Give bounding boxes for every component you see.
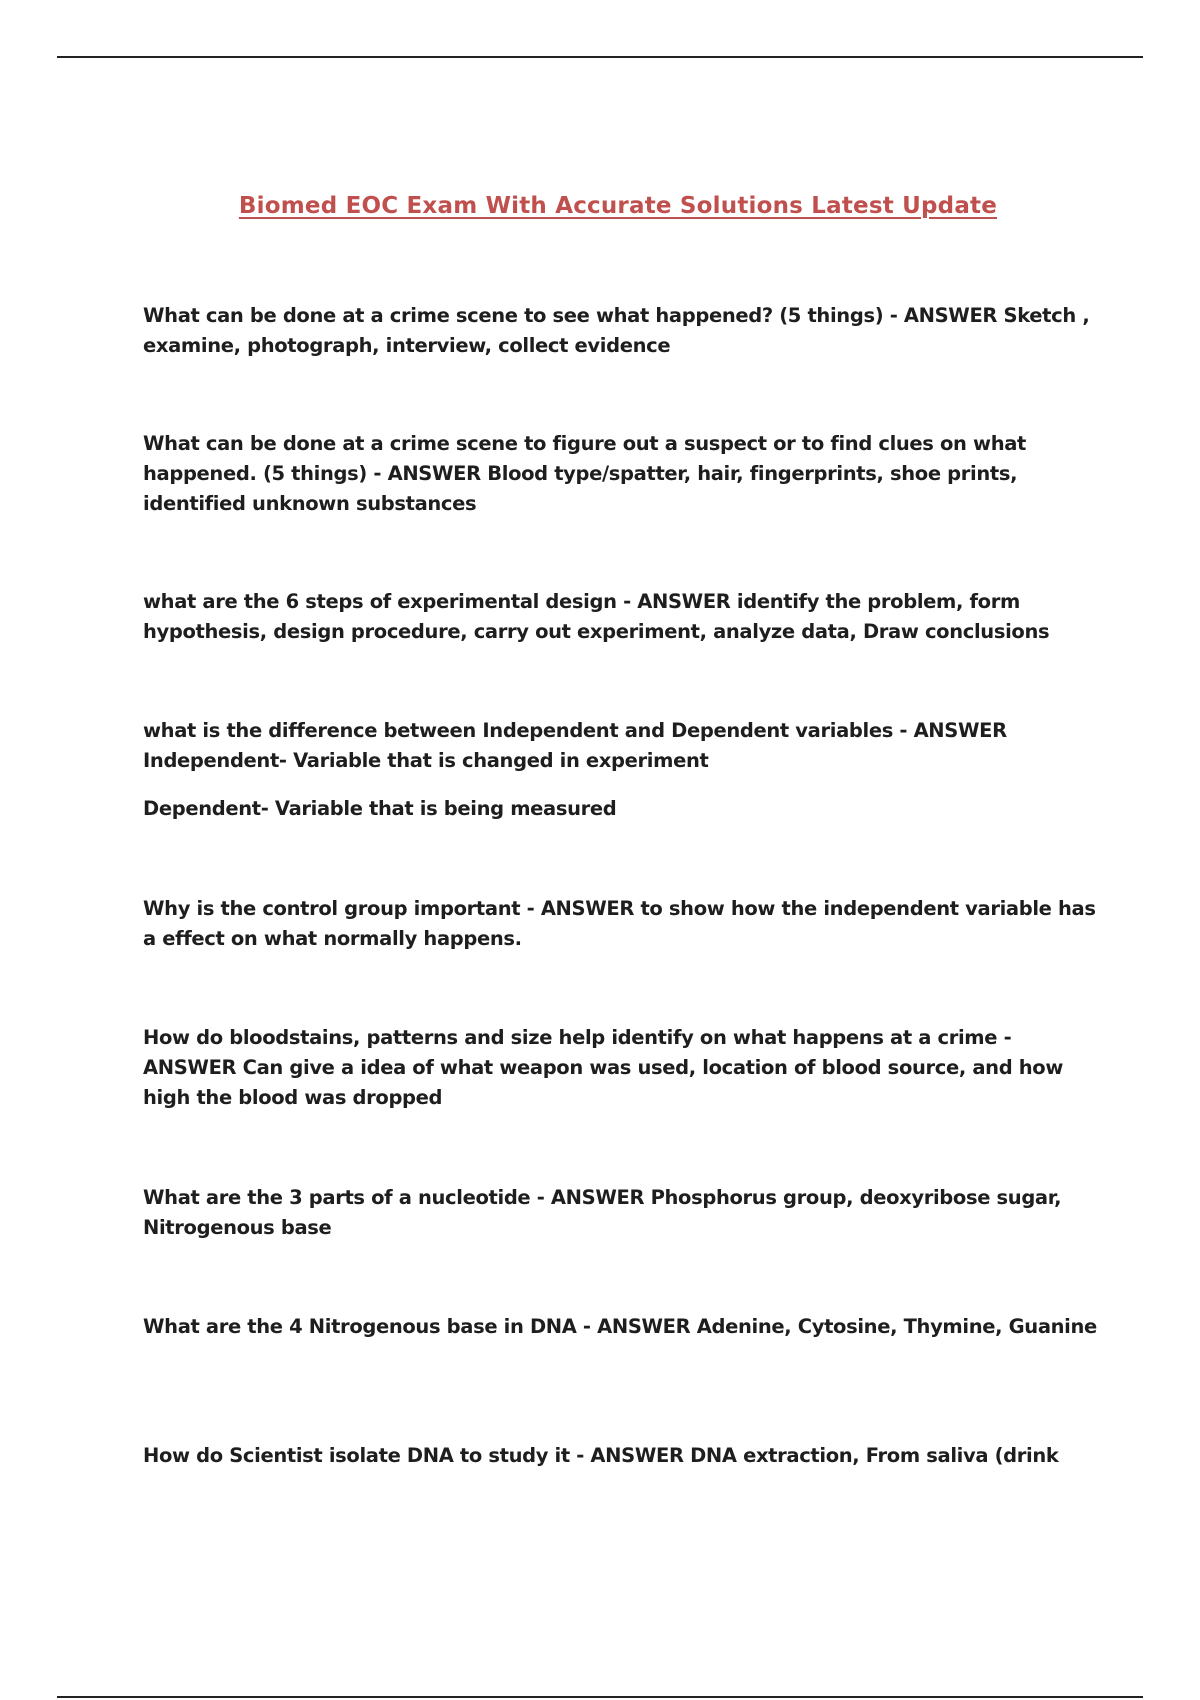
qa-item-8	[143, 1312, 1103, 1342]
qa-item-text: Why is the control group important - ANSWER to show how the independent variable has a effect on what normally happens.	[143, 897, 1096, 950]
qa-item-text: What can be done at a crime scene to figure out a suspect or to find clues on what happened. (5 things) - ANSWER Blood type/spatter, hair, fingerprints, shoe prints, identified unknown substances	[143, 432, 1027, 515]
qa-item-1	[143, 301, 1103, 361]
qa-item-6	[143, 1023, 1103, 1113]
qa-item-text: What are the 4 Nitrogenous base in DNA - ANSWER Adenine, Cytosine, Thymine, Guanine	[143, 1315, 1097, 1338]
bottom-rule	[57, 1696, 1143, 1698]
document-title: Biomed EOC Exam With Accurate Solutions Latest Update	[238, 193, 998, 219]
qa-item-3	[143, 587, 1103, 647]
qa-item-text: what are the 6 steps of experimental design - ANSWER identify the problem, form hypothesis, design procedure, carry out experiment, analyze data, Draw conclusions	[143, 590, 1050, 643]
top-rule	[57, 56, 1143, 58]
qa-item-9	[143, 1441, 1103, 1471]
qa-item-7	[143, 1183, 1103, 1243]
qa-item-text: How do bloodstains, patterns and size help identify on what happens at a crime - ANSWER Can give a idea of what weapon was used, location of blood source, and how high the blood was dropped	[143, 1026, 1064, 1109]
qa-item-text: What are the 3 parts of a nucleotide - ANSWER Phosphorus group, deoxyribose sugar, Nitrogenous base	[143, 1186, 1062, 1239]
qa-item-text-continued: Dependent- Variable that is being measured	[143, 797, 617, 820]
qa-item-5	[143, 894, 1103, 954]
qa-item-text: What can be done at a crime scene to see what happened? (5 things) - ANSWER Sketch , examine, photograph, interview, collect evidence	[143, 304, 1090, 357]
qa-item-text: what is the difference between Independent and Dependent variables - ANSWER Independent- Variable that is changed in experiment	[143, 719, 1007, 772]
qa-item-text: How do Scientist isolate DNA to study it - ANSWER DNA extraction, From saliva (drink	[143, 1444, 1059, 1467]
qa-item-4	[143, 716, 1103, 824]
qa-item-2	[143, 429, 1103, 519]
